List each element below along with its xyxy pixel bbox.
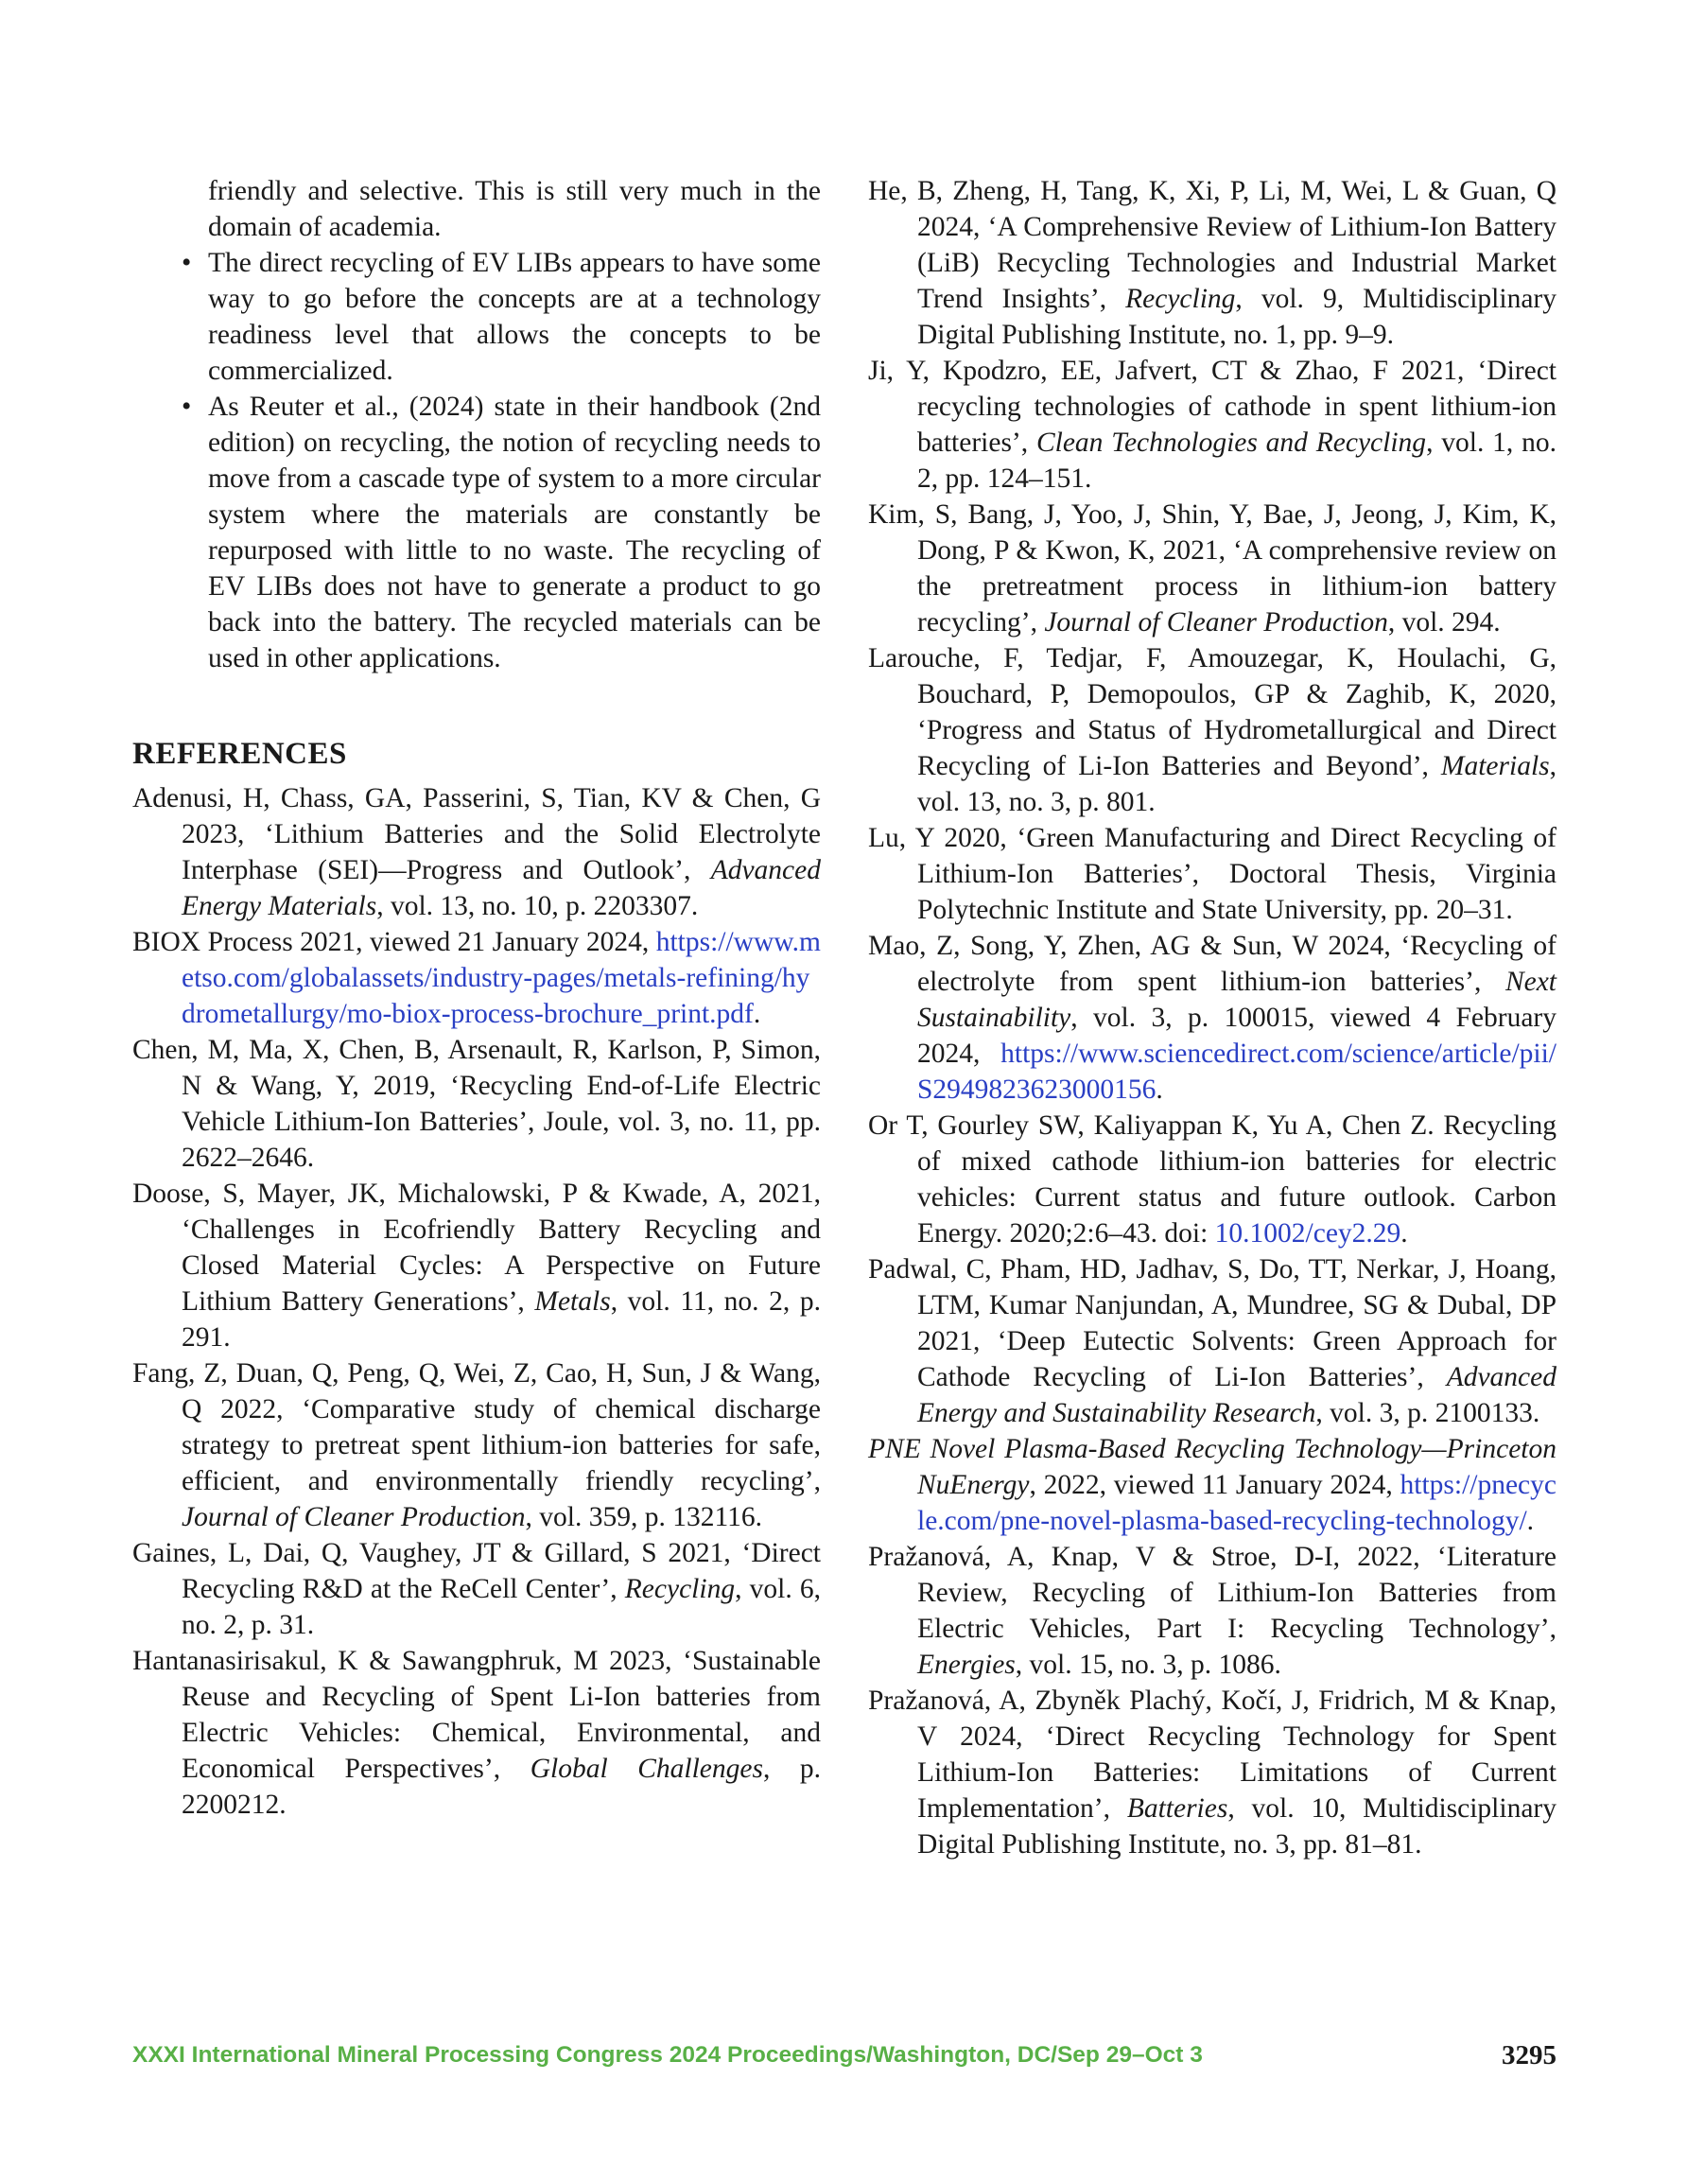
reference-entry: [868, 353, 1557, 497]
bullet-marker: •: [182, 248, 192, 278]
reference-text: Larouche, F, Tedjar, F, Amouzegar, K, Houlachi, G, Bouchard, P, Demopoulos, GP & Zaghib, K, 2020, ‘Progress and Status of Hydrometallurgical and Direct Recycling of Li-Ion Batteries and Beyond’,: [868, 643, 1557, 781]
reference-text: Pražanová, A, Zbyněk Plachý, Kočí, J, Fridrich, M & Knap, V 2024, ‘Direct Recycling Technology for Spent Lithium-Ion Batteries: Limitations of Current Implementation’,: [868, 1686, 1557, 1824]
reference-journal: Metals: [534, 1286, 611, 1317]
reference-entry: [132, 1032, 821, 1176]
conclusion-bullets: [132, 173, 821, 676]
bullet-item: [132, 245, 821, 389]
bullet-marker: •: [182, 392, 192, 422]
reference-journal: Advanced Energy Materials: [182, 855, 821, 921]
reference-text: Doose, S, Mayer, JK, Michalowski, P & Kwade, A, 2021, ‘Challenges in Ecofriendly Battery Recycling and Closed Material Cycles: A Perspective on Future Lithium Battery Generations’,: [132, 1179, 821, 1317]
reference-entry: [132, 1355, 821, 1535]
reference-text: , 2022, viewed 11 January 2024,: [1029, 1470, 1400, 1500]
reference-journal: Journal of Cleaner Production: [182, 1502, 526, 1532]
footer-conference-text: XXXI International Mineral Processing Congress 2024 Proceedings/Washington, DC/Sep 29–Oct 3: [132, 2042, 1203, 2068]
bullet-text: friendly and selective. This is still very much in the domain of academia.: [208, 176, 821, 242]
reference-text: Pražanová, A, Knap, V & Stroe, D-I, 2022, ‘Literature Review, Recycling of Lithium-Ion Batteries from Electric Vehicles, Part I: Recycling Technology’,: [868, 1542, 1557, 1644]
reference-details: , vol. 10, Multidisciplinary Digital Publishing Institute, no. 3, pp. 81–81.: [917, 1793, 1557, 1860]
reference-journal: Materials: [1440, 751, 1550, 781]
reference-journal: Journal of Cleaner Production: [1044, 607, 1388, 638]
reference-text: Hantanasirisakul, K & Sawangphruk, M 2023, ‘Sustainable Reuse and Recycling of Spent Li-Ion batteries from Electric Vehicles: Chemical, Environmental, and Economical Perspectives’,: [132, 1646, 821, 1784]
reference-details: , vol. 13, no. 3, p. 801.: [917, 751, 1557, 817]
reference-details: , vol. 3, p. 2100133.: [1315, 1398, 1540, 1428]
reference-entry: [132, 1643, 821, 1823]
reference-text: Chen, M, Ma, X, Chen, B, Arsenault, R, Karlson, P, Simon, N & Wang, Y, 2019, ‘Recycling End-of-Life Electric Vehicle Lithium-Ion Batteries’, Joule, vol. 3, no. 11, pp. 2622–2646.: [132, 1035, 821, 1173]
reference-details: , vol. 11, no. 2, p. 291.: [182, 1286, 821, 1353]
reference-entry: [868, 1108, 1557, 1251]
reference-tail: .: [1400, 1218, 1408, 1249]
bullet-item: [132, 173, 821, 245]
bullet-text: As Reuter et al., (2024) state in their handbook (2nd edition) on recycling, the notion of recycling needs to move from a cascade type of system to a more circular system where the materials are constantly be repurposed with little to no waste. The recycling of EV LIBs does not have to generate a product to go back into the battery. The recycled materials can be used in other applications.: [208, 392, 821, 673]
reference-text: Fang, Z, Duan, Q, Peng, Q, Wei, Z, Cao, H, Sun, J & Wang, Q 2022, ‘Comparative study of chemical discharge strategy to pretreat spent lithium-ion batteries for safe, efficient, and environmentally friendly recycling’,: [132, 1358, 821, 1496]
reference-details: , vol. 294.: [1387, 607, 1501, 638]
reference-entry: [868, 820, 1557, 928]
reference-text: Padwal, C, Pham, HD, Jadhav, S, Do, TT, Nerkar, J, Hoang, LTM, Kumar Nanjundan, A, Mundree, SG & Dubal, DP 2021, ‘Deep Eutectic Solvents: Green Approach for Cathode Recycling of Li-Ion Batteries’,: [868, 1254, 1557, 1392]
reference-details: , vol. 13, no. 10, p. 2203307.: [376, 891, 699, 921]
reference-details: , vol. 359, p. 132116.: [525, 1502, 763, 1532]
reference-details: , vol. 1, no. 2, pp. 124–151.: [917, 428, 1557, 494]
bullet-item: [132, 389, 821, 676]
reference-entry: [868, 928, 1557, 1108]
reference-entry: [868, 1539, 1557, 1683]
reference-text: Ji, Y, Kpodzro, EE, Jafvert, CT & Zhao, F 2021, ‘Direct recycling technologies of cathode in spent lithium-ion batteries’,: [868, 356, 1557, 458]
reference-entry: [132, 924, 821, 1032]
reference-tail: .: [1156, 1075, 1163, 1105]
reference-details: , vol. 15, no. 3, p. 1086.: [1015, 1650, 1281, 1680]
reference-journal: Advanced Energy and Sustainability Research: [917, 1362, 1557, 1428]
references-list-right: [868, 173, 1557, 1862]
reference-link[interactable]: https://www.metso.com/globalassets/industry-pages/metals-refining/hydrometallurgy/mo-biox-process-brochure_print.pdf: [182, 927, 821, 1029]
reference-text: Kim, S, Bang, J, Yoo, J, Shin, Y, Bae, J, Jeong, J, Kim, K, Dong, P & Kwon, K, 2021, ‘A comprehensive review on the pretreatment process in lithium-ion battery recycling’,: [868, 499, 1557, 638]
bullet-text: The direct recycling of EV LIBs appears to have some way to go before the concepts are at a technology readiness level that allows the concepts to be commercialized.: [208, 248, 821, 386]
reference-entry: [132, 1176, 821, 1355]
reference-text: Lu, Y 2020, ‘Green Manufacturing and Direct Recycling of Lithium-Ion Batteries’, Doctoral Thesis, Virginia Polytechnic Institute and State University, pp. 20–31.: [868, 823, 1557, 925]
reference-journal: Clean Technologies and Recycling: [1035, 428, 1427, 458]
reference-entry: [868, 640, 1557, 820]
references-list-left: [132, 780, 821, 1823]
reference-details: , vol. 3, p. 100015, viewed 4 February 2024,: [917, 1003, 1557, 1069]
reference-text: Gaines, L, Dai, Q, Vaughey, JT & Gillard, S 2021, ‘Direct Recycling R&D at the ReCell Center’,: [132, 1538, 821, 1604]
reference-details: , vol. 9, Multidisciplinary Digital Publishing Institute, no. 1, pp. 9–9.: [917, 284, 1557, 350]
reference-text: Adenusi, H, Chass, GA, Passerini, S, Tian, KV & Chen, G 2023, ‘Lithium Batteries and the Solid Electrolyte Interphase (SEI)—Progress and Outlook’,: [132, 783, 821, 885]
reference-entry: [868, 1251, 1557, 1431]
reference-journal: Energies: [917, 1650, 1016, 1680]
reference-link[interactable]: https://www.sciencedirect.com/science/article/pii/S2949823623000156: [917, 1039, 1557, 1105]
right-column: [868, 173, 1557, 1862]
reference-link[interactable]: 10.1002/cey2.29: [1214, 1218, 1401, 1249]
reference-journal: Global Challenges: [530, 1754, 763, 1784]
reference-tail: .: [1526, 1506, 1535, 1536]
reference-journal: Next Sustainability: [917, 967, 1557, 1033]
reference-journal: Recycling: [624, 1574, 736, 1604]
reference-title-italic: PNE Novel Plasma-Based Recycling Technology—Princeton NuEnergy: [868, 1434, 1557, 1500]
reference-entry: [868, 1683, 1557, 1862]
page-footer: [132, 2036, 1557, 2074]
page-number: 3295: [1502, 2040, 1557, 2070]
left-column: [132, 173, 821, 1823]
reference-details: , vol. 6, no. 2, p. 31.: [182, 1574, 822, 1640]
reference-entry: [132, 1535, 821, 1643]
reference-text: Mao, Z, Song, Y, Zhen, AG & Sun, W 2024, ‘Recycling of electrolyte from spent lithium-ion batteries’,: [868, 931, 1557, 997]
reference-entry: [868, 173, 1557, 353]
reference-text: BIOX Process 2021, viewed 21 January 2024,: [132, 927, 656, 957]
reference-entry: [132, 780, 821, 924]
reference-tail: .: [753, 999, 761, 1029]
reference-entry: [868, 497, 1557, 640]
reference-text: He, B, Zheng, H, Tang, K, Xi, P, Li, M, Wei, L & Guan, Q 2024, ‘A Comprehensive Review of Lithium-Ion Battery (LiB) Recycling Technologies and Industrial Market Trend Insights’,: [868, 176, 1557, 314]
reference-details: , p. 2200212.: [182, 1754, 822, 1820]
reference-text: Or T, Gourley SW, Kaliyappan K, Yu A, Chen Z. Recycling of mixed cathode lithium-ion batteries for electric vehicles: Current status and future outlook. Carbon Energy. 2020;2:6–43. doi:: [868, 1110, 1557, 1249]
reference-journal: Batteries: [1126, 1793, 1228, 1824]
reference-entry: [868, 1431, 1557, 1539]
reference-journal: Recycling: [1125, 284, 1236, 314]
references-heading: REFERENCES: [132, 737, 347, 771]
reference-link[interactable]: https://pnecycle.com/pne-novel-plasma-based-recycling-technology/: [917, 1470, 1557, 1536]
